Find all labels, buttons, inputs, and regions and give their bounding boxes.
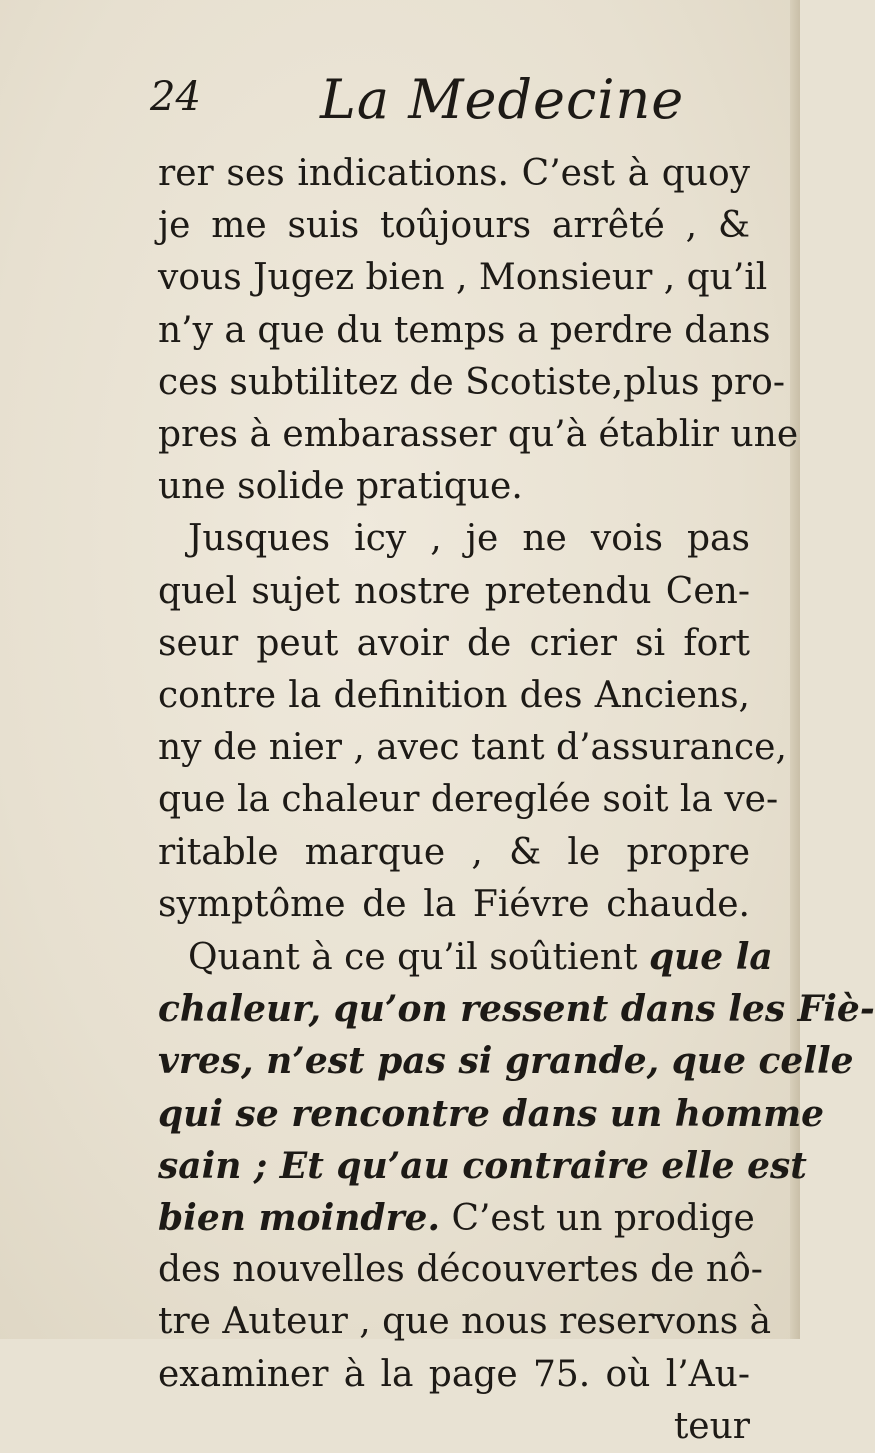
text-segment: pres à embarasser qu’à établir une <box>158 414 799 455</box>
text-line <box>158 1140 807 1192</box>
text-segment: ritable marque , & le propre <box>158 831 750 873</box>
text-line <box>158 879 750 931</box>
text-segment: je me suis toûjours arrêté , & <box>158 205 750 247</box>
text-segment: ny de nier , avec tant d’assurance, <box>158 727 787 769</box>
italic-text: qui se rencontre dans un homme <box>158 1092 825 1135</box>
text-segment: n’y a que du temps a perdre dans <box>158 309 771 351</box>
page-edge <box>790 0 800 1339</box>
text-line <box>158 722 787 774</box>
text-line <box>158 357 785 409</box>
page-number: 24 <box>150 74 201 120</box>
text-line <box>158 1296 772 1348</box>
text-line <box>158 774 779 826</box>
text-segment: examiner à la page 75. où l’Au- <box>158 1353 750 1395</box>
text-segment: symptôme de la Fiévre chaude. <box>158 883 750 925</box>
text-segment: Jusques icy , je ne vois pas <box>188 518 750 560</box>
text-line <box>158 409 799 461</box>
text-line <box>158 983 875 1035</box>
italic-text: vres, n’est pas si grande, que celle <box>158 1040 854 1083</box>
text-segment: ces subtilitez de Scotiste,plus pro- <box>158 361 785 403</box>
text-line <box>158 252 768 304</box>
text-segment: vous Jugez bien , Monsieur , qu’il <box>158 257 768 299</box>
text-line <box>158 670 750 722</box>
italic-text: chaleur, qu’on ressent dans les Fiè- <box>158 988 875 1031</box>
text-line <box>158 1035 854 1087</box>
text-line <box>158 1192 755 1244</box>
text-line <box>158 566 750 618</box>
italic-text: que la <box>648 936 773 978</box>
text-segment: quel sujet nostre pretendu Cen- <box>158 570 750 612</box>
text-line <box>158 200 750 252</box>
text-line <box>188 931 773 983</box>
text-segment: C’est un prodige <box>440 1198 755 1239</box>
running-title: La Medecine <box>320 68 685 131</box>
text-line <box>158 305 771 357</box>
text-segment: Quant à ce qu’il soûtient <box>188 937 649 978</box>
text-segment: teur <box>673 1405 750 1447</box>
text-segment: contre la definition des Anciens, <box>158 675 750 716</box>
text-line <box>158 148 750 200</box>
text-line <box>158 461 750 513</box>
text-line <box>158 1088 825 1140</box>
page-header <box>150 68 750 138</box>
text-segment: une solide pratique. <box>158 466 523 508</box>
text-segment: tre Auteur , que nous reservons à <box>158 1301 772 1343</box>
text-line <box>158 1244 763 1296</box>
text-line <box>158 1349 750 1401</box>
italic-text: bien moindre. <box>158 1197 440 1239</box>
text-segment: seur peut avoir de crier si fort <box>158 622 750 664</box>
text-line <box>158 1401 750 1453</box>
text-line <box>188 513 750 565</box>
text-line <box>158 827 750 879</box>
text-segment: rer ses indications. C’est à quoy <box>158 153 750 194</box>
text-segment: des nouvelles découvertes de nô- <box>158 1249 763 1291</box>
text-segment: que la chaleur dereglée soit la ve- <box>158 779 779 821</box>
italic-text: sain ; Et qu’au contraire elle est <box>158 1144 807 1187</box>
text-line <box>158 618 750 670</box>
